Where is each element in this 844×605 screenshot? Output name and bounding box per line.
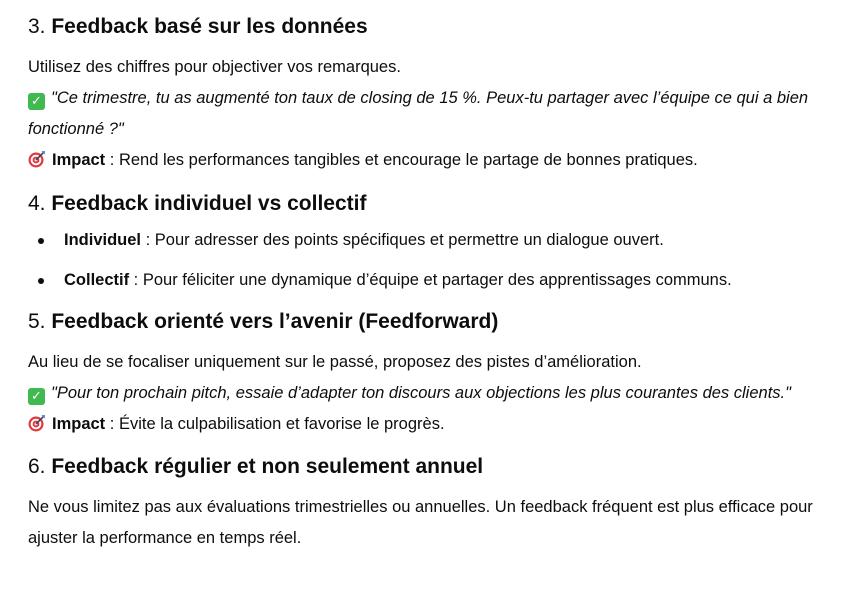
section-3-impact-text: : Rend les performances tangibles et encourage le partage de bonnes pratiques. — [105, 151, 698, 169]
section-5-example — [28, 378, 838, 409]
section-5-example-text: "Pour ton prochain pitch, essaie d’adapter ton discours aux objections les plus courantes des clients." — [51, 384, 791, 402]
section-3-impact-label: Impact — [52, 151, 106, 169]
section-6-title: Feedback régulier et non seulement annuel — [51, 455, 484, 478]
check-mark-button-icon: ✓ — [28, 388, 45, 405]
section-5-heading — [28, 307, 838, 337]
list-item-label: Individuel — [64, 231, 142, 249]
list-item-label: Collectif — [64, 271, 130, 289]
list-item — [28, 225, 838, 256]
section-3-number: 3. — [28, 15, 46, 38]
bullet-icon — [38, 278, 44, 284]
section-5-impact — [28, 409, 838, 440]
section-6-intro: Ne vous limitez pas aux évaluations trimestrielles ou annuelles. Un feedback fréquent est plus efficace pour ajuster la performance en temps réel. — [28, 498, 813, 547]
section-5-impact-text: : Évite la culpabilisation et favorise le progrès. — [105, 415, 445, 433]
section-6-number: 6. — [28, 455, 46, 478]
section-3-example — [28, 83, 838, 145]
section-5-number: 5. — [28, 310, 46, 333]
section-3-heading — [28, 0, 838, 42]
section-4-number: 4. — [28, 192, 46, 215]
check-mark-button-icon: ✓ — [28, 93, 45, 110]
direct-hit-icon — [28, 150, 46, 168]
list-item-text: : Pour adresser des points spécifiques et permettre un dialogue ouvert. — [141, 231, 664, 249]
section-3-impact — [28, 145, 838, 176]
section-5-impact-label: Impact — [52, 415, 106, 433]
section-3-example-text: "Ce trimestre, tu as augmenté ton taux de closing de 15 %. Peux-tu partager avec l’équipe ce qui a bien fonctionné ?" — [28, 89, 809, 138]
bullet-icon — [38, 238, 44, 244]
section-4-list — [28, 225, 838, 296]
section-3-title: Feedback basé sur les données — [51, 15, 368, 38]
section-5-intro: Au lieu de se focaliser uniquement sur le passé, proposez des pistes d’amélioration. — [28, 353, 642, 371]
list-item-text: : Pour féliciter une dynamique d’équipe et partager des apprentissages communs. — [129, 271, 732, 289]
section-6-heading — [28, 452, 838, 482]
list-item — [28, 265, 838, 296]
section-4-heading — [28, 189, 838, 219]
section-4-title: Feedback individuel vs collectif — [51, 192, 367, 215]
section-5-title: Feedback orienté vers l’avenir (Feedforward) — [51, 310, 499, 333]
section-3-intro: Utilisez des chiffres pour objectiver vos remarques. — [28, 58, 401, 76]
direct-hit-icon — [28, 414, 46, 432]
